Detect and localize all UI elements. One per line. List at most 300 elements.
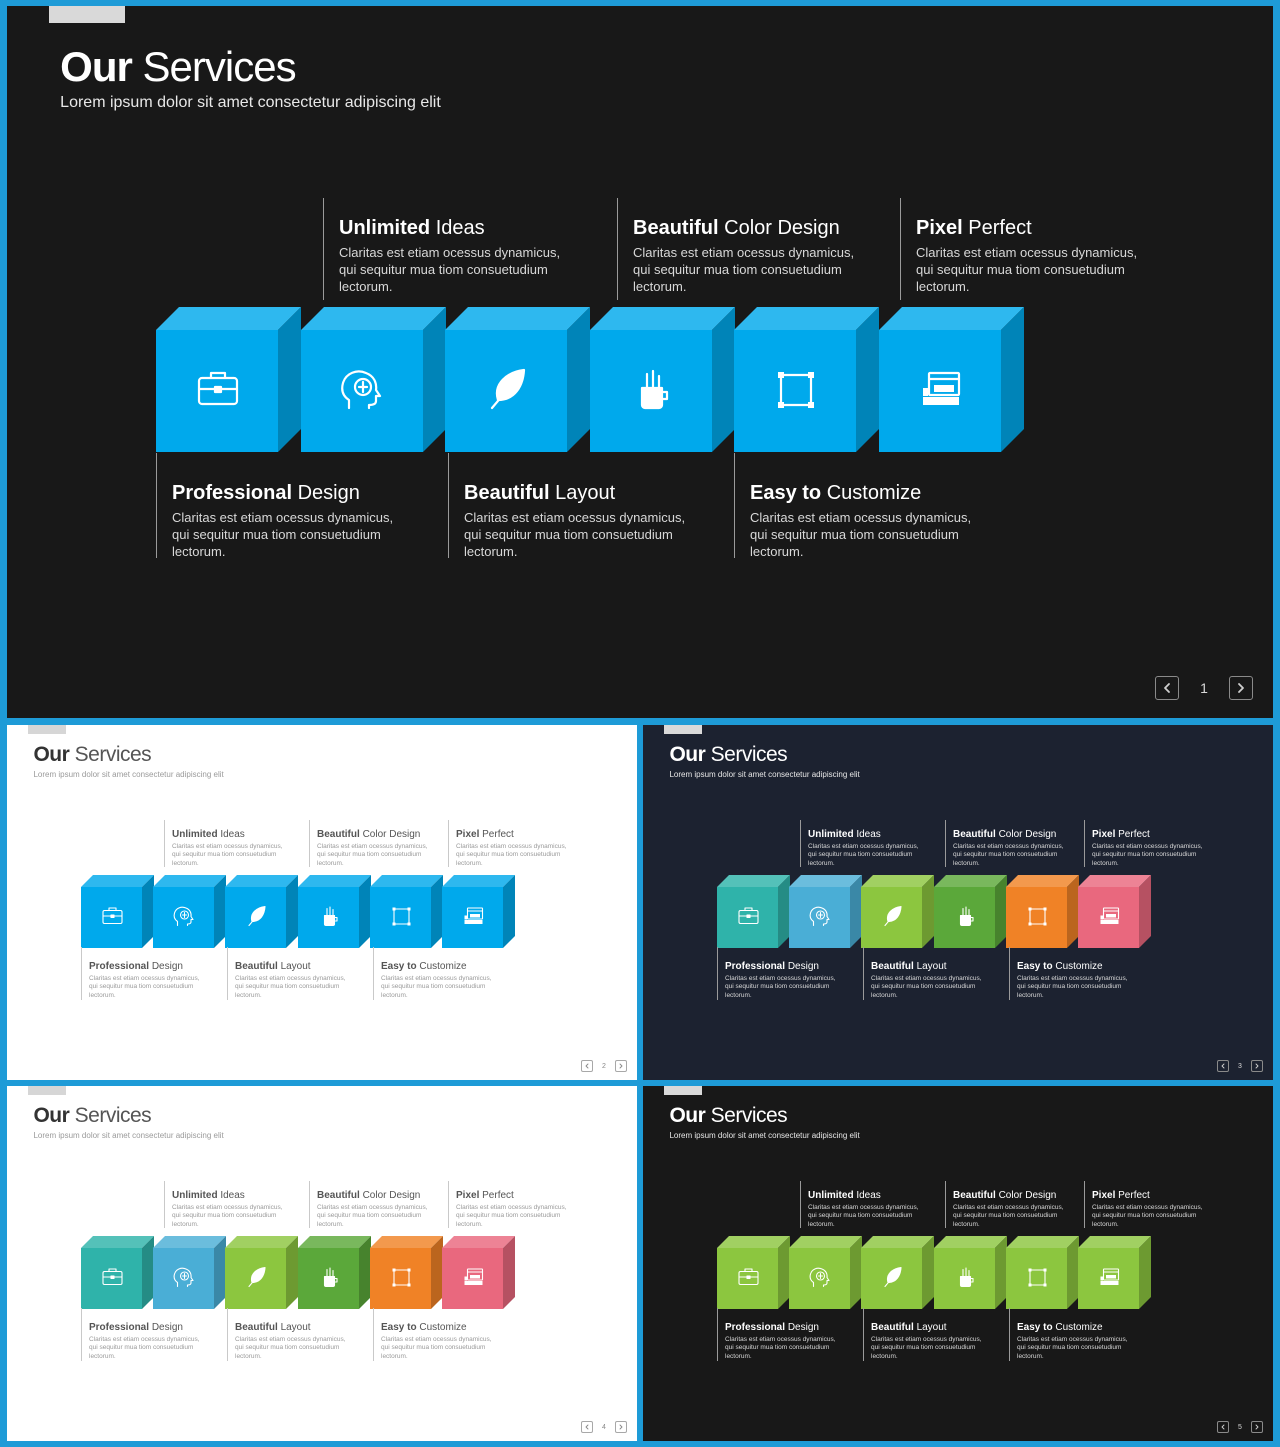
- next-slide-button[interactable]: [615, 1060, 627, 1072]
- cube-top-face: [298, 875, 371, 887]
- cube-top-face: [1078, 1236, 1151, 1248]
- service-title: [456, 829, 571, 841]
- service-cube-2: [153, 1236, 226, 1309]
- cube-side-face: [922, 1236, 934, 1309]
- service-cube-5: [1006, 875, 1079, 948]
- service-cube-2: [789, 875, 862, 948]
- service-title-bold: Beautiful: [953, 829, 996, 840]
- page-title: [33, 1104, 151, 1128]
- chevron-right-icon: [1253, 1423, 1261, 1431]
- service-callout-6: [734, 453, 980, 558]
- service-title-bold: Professional: [89, 961, 150, 972]
- chevron-right-icon: [617, 1423, 625, 1431]
- chevron-left-icon: [1219, 1423, 1227, 1431]
- page-title: [669, 1104, 787, 1128]
- service-cube-6: [879, 307, 1024, 452]
- service-description: Claritas est etiam ocessus dynamicus, qui sequitur mua tiom consuetudium lectorum.: [871, 1336, 982, 1360]
- title-rest: Services: [74, 1104, 152, 1128]
- service-description: Claritas est etiam ocessus dynamicus, qui sequitur mua tiom consuetudium lectorum.: [339, 245, 561, 294]
- chevron-left-icon: [583, 1423, 591, 1431]
- service-description: Claritas est etiam ocessus dynamicus, qui sequitur mua tiom consuetudium lectorum.: [456, 1204, 567, 1228]
- cube-side-face: [503, 1236, 515, 1309]
- service-description: Claritas est etiam ocessus dynamicus, qui sequitur mua tiom consuetudium lectorum.: [235, 1336, 346, 1360]
- service-title-rest: Design: [297, 482, 360, 504]
- cube-top-face: [1078, 875, 1151, 887]
- prev-slide-button[interactable]: [581, 1421, 593, 1433]
- service-callout-3: [448, 1181, 571, 1228]
- service-title-bold: Beautiful: [633, 217, 719, 239]
- slide-pager: [1217, 1060, 1263, 1072]
- service-callout-2: [617, 198, 863, 300]
- service-description: Claritas est etiam ocessus dynamicus, qui sequitur mua tiom consuetudium lectorum.: [464, 510, 686, 559]
- top-accent-bar: [28, 725, 66, 734]
- service-callout-6: [1009, 1308, 1132, 1361]
- top-accent-bar: [49, 6, 125, 23]
- next-slide-button[interactable]: [1251, 1060, 1263, 1072]
- service-title: [89, 1322, 204, 1334]
- cube-top-face: [717, 1236, 790, 1248]
- service-title-rest: Design: [151, 1322, 183, 1333]
- service-title-bold: Beautiful: [871, 961, 914, 972]
- cube-front-face: [370, 887, 431, 948]
- chevron-right-icon: [1233, 680, 1249, 696]
- service-title: [172, 1190, 287, 1202]
- page-number: 5: [1238, 1423, 1242, 1431]
- cube-top-face: [1006, 1236, 1079, 1248]
- service-title-bold: Easy to: [1017, 961, 1053, 972]
- cube-side-face: [1139, 1236, 1151, 1309]
- slide-pager: [581, 1060, 627, 1072]
- service-title-rest: Design: [787, 961, 819, 972]
- service-title-rest: Layout: [280, 1322, 311, 1333]
- page-title: [60, 43, 295, 91]
- service-description: Claritas est etiam ocessus dynamicus, qui sequitur mua tiom consuetudium lectorum.: [871, 975, 982, 999]
- service-description: Claritas est etiam ocessus dynamicus, qui sequitur mua tiom consuetudium lectorum.: [172, 510, 394, 559]
- top-accent-bar: [28, 1086, 66, 1095]
- cube-front-face: [370, 1248, 431, 1309]
- cube-top-face: [717, 875, 790, 887]
- cube-side-face: [431, 875, 443, 948]
- service-title: [317, 829, 432, 841]
- top-accent-bar: [664, 1086, 702, 1095]
- service-callout-1: [164, 1181, 287, 1228]
- service-callout-2: [309, 820, 432, 867]
- service-title: [1017, 1322, 1132, 1334]
- next-slide-button[interactable]: [1229, 676, 1253, 700]
- cube-top-face: [370, 875, 443, 887]
- cube-side-face: [423, 307, 446, 452]
- service-title-rest: Perfect: [968, 217, 1032, 239]
- service-title-bold: Easy to: [381, 961, 417, 972]
- cube-top-face: [370, 1236, 443, 1248]
- page-title: [669, 743, 787, 767]
- service-description: Claritas est etiam ocessus dynamicus, qui sequitur mua tiom consuetudium lectorum.: [808, 1204, 919, 1228]
- title-bold: Our: [60, 43, 132, 91]
- service-title: [750, 481, 980, 505]
- cube-side-face: [778, 1236, 790, 1309]
- service-title: [381, 1322, 496, 1334]
- cube-top-face: [789, 875, 862, 887]
- slide-4: [7, 1086, 637, 1441]
- service-title-rest: Customize: [419, 1322, 467, 1333]
- page-subtitle: Lorem ipsum dolor sit amet consectetur adipiscing elit: [669, 770, 860, 780]
- page-subtitle: Lorem ipsum dolor sit amet consectetur adipiscing elit: [669, 1131, 860, 1141]
- service-title-rest: Perfect: [482, 829, 514, 840]
- service-callout-5: [227, 947, 350, 1000]
- title-rest: Services: [710, 1104, 788, 1128]
- cube-side-face: [278, 307, 301, 452]
- prev-slide-button[interactable]: [1217, 1060, 1229, 1072]
- service-title: [1092, 829, 1207, 841]
- page-number: 4: [602, 1423, 606, 1431]
- cube-top-face: [153, 875, 226, 887]
- service-title: [916, 216, 1146, 240]
- service-title-bold: Beautiful: [871, 1322, 914, 1333]
- title-bold: Our: [33, 743, 70, 767]
- cube-front-face: [789, 887, 850, 948]
- service-title-rest: Color Design: [362, 1190, 421, 1201]
- service-cube-5: [370, 1236, 443, 1309]
- service-cube-1: [717, 875, 790, 948]
- page-subtitle: Lorem ipsum dolor sit amet consectetur adipiscing elit: [33, 1131, 224, 1141]
- service-callout-1: [164, 820, 287, 867]
- service-cube-3: [445, 307, 590, 452]
- service-title-bold: Beautiful: [317, 829, 360, 840]
- chevron-right-icon: [1253, 1062, 1261, 1070]
- service-description: Claritas est etiam ocessus dynamicus, qui sequitur mua tiom consuetudium lectorum.: [1092, 843, 1203, 867]
- cube-top-face: [734, 307, 879, 330]
- cube-side-face: [1001, 307, 1024, 452]
- next-slide-button[interactable]: [1251, 1421, 1263, 1433]
- service-title: [633, 216, 863, 240]
- prev-slide-button[interactable]: [1155, 676, 1179, 700]
- slide-pager: [1155, 676, 1253, 700]
- service-title-bold: Beautiful: [317, 1190, 360, 1201]
- service-cube-1: [156, 307, 301, 452]
- service-callout-1: [800, 1181, 923, 1228]
- service-title-rest: Ideas: [220, 829, 245, 840]
- service-title: [953, 829, 1068, 841]
- service-title-rest: Layout: [280, 961, 311, 972]
- cube-side-face: [850, 1236, 862, 1309]
- cube-top-face: [789, 1236, 862, 1248]
- cube-top-face: [81, 1236, 154, 1248]
- service-title-bold: Professional: [89, 1322, 150, 1333]
- service-title: [89, 961, 204, 973]
- service-description: Claritas est etiam ocessus dynamicus, qui sequitur mua tiom consuetudium lectorum.: [633, 245, 855, 294]
- slide-2: [7, 725, 637, 1080]
- service-callout-5: [448, 453, 694, 558]
- service-title-bold: Unlimited: [808, 829, 854, 840]
- service-cube-1: [81, 1236, 154, 1309]
- cube-top-face: [861, 875, 934, 887]
- title-bold: Our: [669, 1104, 706, 1128]
- service-title-rest: Customize: [1055, 961, 1103, 972]
- title-rest: Services: [142, 43, 296, 91]
- slide-pager: [581, 1421, 627, 1433]
- service-callout-2: [945, 820, 1068, 867]
- service-title: [172, 481, 402, 505]
- cube-top-face: [225, 875, 298, 887]
- service-description: Claritas est etiam ocessus dynamicus, qui sequitur mua tiom consuetudium lectorum.: [750, 510, 972, 559]
- cube-side-face: [286, 1236, 298, 1309]
- service-title-bold: Pixel: [1092, 829, 1116, 840]
- service-callout-2: [309, 1181, 432, 1228]
- service-cube-4: [590, 307, 735, 452]
- service-title-bold: Pixel: [1092, 1190, 1116, 1201]
- service-cube-4: [934, 875, 1007, 948]
- service-description: Claritas est etiam ocessus dynamicus, qui sequitur mua tiom consuetudium lectorum.: [725, 1336, 836, 1360]
- service-title: [339, 216, 569, 240]
- service-cube-5: [1006, 1236, 1079, 1309]
- service-callout-6: [373, 947, 496, 1000]
- service-title: [871, 961, 986, 973]
- service-title-bold: Unlimited: [339, 217, 431, 239]
- service-cube-6: [1078, 1236, 1151, 1309]
- top-accent-bar: [664, 725, 702, 734]
- service-title-rest: Design: [151, 961, 183, 972]
- service-cube-1: [81, 875, 154, 948]
- service-description: Claritas est etiam ocessus dynamicus, qui sequitur mua tiom consuetudium lectorum.: [317, 843, 428, 867]
- service-title: [1017, 961, 1132, 973]
- service-callout-6: [1009, 947, 1132, 1000]
- service-cube-3: [861, 1236, 934, 1309]
- service-title-rest: Ideas: [856, 829, 881, 840]
- chevron-left-icon: [1159, 680, 1175, 696]
- service-callout-5: [227, 1308, 350, 1361]
- service-callout-2: [945, 1181, 1068, 1228]
- cube-top-face: [298, 1236, 371, 1248]
- cube-side-face: [1067, 875, 1079, 948]
- service-title: [808, 829, 923, 841]
- cube-side-face: [778, 875, 790, 948]
- service-title: [172, 829, 287, 841]
- cube-side-face: [850, 875, 862, 948]
- title-bold: Our: [669, 743, 706, 767]
- service-callout-4: [717, 1308, 840, 1361]
- service-callout-4: [81, 947, 204, 1000]
- cube-side-face: [142, 875, 154, 948]
- service-description: Claritas est etiam ocessus dynamicus, qui sequitur mua tiom consuetudium lectorum.: [916, 245, 1138, 294]
- service-title-rest: Color Design: [998, 1190, 1057, 1201]
- service-callout-4: [81, 1308, 204, 1361]
- cube-front-face: [789, 1248, 850, 1309]
- service-cube-2: [153, 875, 226, 948]
- service-callout-3: [1084, 1181, 1207, 1228]
- cube-side-face: [1067, 1236, 1079, 1309]
- prev-slide-button[interactable]: [581, 1060, 593, 1072]
- service-title-rest: Ideas: [856, 1190, 881, 1201]
- service-cube-3: [225, 1236, 298, 1309]
- chevron-left-icon: [1219, 1062, 1227, 1070]
- service-cube-4: [934, 1236, 1007, 1309]
- service-description: Claritas est etiam ocessus dynamicus, qui sequitur mua tiom consuetudium lectorum.: [1092, 1204, 1203, 1228]
- service-title-rest: Perfect: [482, 1190, 514, 1201]
- title-bold: Our: [33, 1104, 70, 1128]
- service-title-bold: Beautiful: [953, 1190, 996, 1201]
- service-description: Claritas est etiam ocessus dynamicus, qui sequitur mua tiom consuetudium lectorum.: [381, 1336, 492, 1360]
- page-number: 3: [1238, 1062, 1242, 1070]
- service-title-bold: Professional: [725, 961, 786, 972]
- service-callout-5: [863, 947, 986, 1000]
- service-title-bold: Pixel: [456, 1190, 480, 1201]
- next-slide-button[interactable]: [615, 1421, 627, 1433]
- service-cube-2: [301, 307, 446, 452]
- service-title: [808, 1190, 923, 1202]
- service-cube-4: [298, 1236, 371, 1309]
- cube-side-face: [995, 1236, 1007, 1309]
- page-title: [33, 743, 151, 767]
- service-title-bold: Beautiful: [235, 961, 278, 972]
- cube-top-face: [445, 307, 590, 330]
- service-title-bold: Easy to: [381, 1322, 417, 1333]
- cube-side-face: [359, 1236, 371, 1309]
- cube-top-face: [301, 307, 446, 330]
- cube-front-face: [1006, 1248, 1067, 1309]
- slide-1: [7, 6, 1273, 718]
- cube-side-face: [712, 307, 735, 452]
- cube-side-face: [359, 875, 371, 948]
- cube-side-face: [142, 1236, 154, 1309]
- title-rest: Services: [74, 743, 152, 767]
- service-description: Claritas est etiam ocessus dynamicus, qui sequitur mua tiom consuetudium lectorum.: [317, 1204, 428, 1228]
- cube-top-face: [590, 307, 735, 330]
- service-cube-6: [1078, 875, 1151, 948]
- service-title-bold: Unlimited: [172, 829, 218, 840]
- service-title: [725, 961, 840, 973]
- service-callout-3: [448, 820, 571, 867]
- cube-top-face: [934, 1236, 1007, 1248]
- service-cube-3: [225, 875, 298, 948]
- cube-front-face: [153, 887, 214, 948]
- service-title-rest: Layout: [916, 1322, 947, 1333]
- service-title-rest: Customize: [826, 482, 922, 504]
- service-callout-1: [800, 820, 923, 867]
- service-title: [1092, 1190, 1207, 1202]
- cube-front-face: [734, 330, 856, 452]
- service-title-rest: Layout: [555, 482, 616, 504]
- slide-5: [643, 1086, 1273, 1441]
- cube-top-face: [879, 307, 1024, 330]
- service-title: [725, 1322, 840, 1334]
- service-title-bold: Beautiful: [464, 482, 550, 504]
- cube-top-face: [156, 307, 301, 330]
- service-description: Claritas est etiam ocessus dynamicus, qui sequitur mua tiom consuetudium lectorum.: [381, 975, 492, 999]
- service-callout-4: [156, 453, 402, 558]
- service-cube-5: [734, 307, 879, 452]
- service-description: Claritas est etiam ocessus dynamicus, qui sequitur mua tiom consuetudium lectorum.: [172, 1204, 283, 1228]
- service-title-bold: Professional: [725, 1322, 786, 1333]
- cube-side-face: [995, 875, 1007, 948]
- service-title: [953, 1190, 1068, 1202]
- service-title-rest: Color Design: [998, 829, 1057, 840]
- service-cube-6: [442, 1236, 515, 1309]
- service-title-rest: Layout: [916, 961, 947, 972]
- service-callout-3: [1084, 820, 1207, 867]
- cube-side-face: [503, 875, 515, 948]
- service-title-bold: Unlimited: [172, 1190, 218, 1201]
- service-title-bold: Pixel: [916, 217, 963, 239]
- cube-top-face: [442, 875, 515, 887]
- cube-top-face: [934, 875, 1007, 887]
- page-number: 1: [1200, 680, 1208, 696]
- slide-pager: [1217, 1421, 1263, 1433]
- service-title: [464, 481, 694, 505]
- service-title-bold: Beautiful: [235, 1322, 278, 1333]
- service-title: [235, 961, 350, 973]
- page-number: 2: [602, 1062, 606, 1070]
- cube-side-face: [1139, 875, 1151, 948]
- service-cube-6: [442, 875, 515, 948]
- service-callout-3: [900, 198, 1146, 300]
- service-title-rest: Customize: [419, 961, 467, 972]
- cube-side-face: [214, 875, 226, 948]
- service-callout-6: [373, 1308, 496, 1361]
- service-callout-5: [863, 1308, 986, 1361]
- service-title-rest: Customize: [1055, 1322, 1103, 1333]
- service-cube-5: [370, 875, 443, 948]
- page-subtitle: Lorem ipsum dolor sit amet consectetur adipiscing elit: [33, 770, 224, 780]
- service-callout-1: [323, 198, 569, 300]
- service-title-bold: Professional: [172, 482, 293, 504]
- service-title: [456, 1190, 571, 1202]
- cube-side-face: [214, 1236, 226, 1309]
- cube-side-face: [431, 1236, 443, 1309]
- cube-front-face: [1006, 887, 1067, 948]
- cube-front-face: [153, 1248, 214, 1309]
- service-title: [871, 1322, 986, 1334]
- service-title-bold: Easy to: [1017, 1322, 1053, 1333]
- cube-top-face: [81, 875, 154, 887]
- service-title-rest: Color Design: [362, 829, 421, 840]
- cube-top-face: [861, 1236, 934, 1248]
- service-title-rest: Ideas: [435, 217, 485, 239]
- service-title: [317, 1190, 432, 1202]
- chevron-left-icon: [583, 1062, 591, 1070]
- service-callout-4: [717, 947, 840, 1000]
- slide-3: [643, 725, 1273, 1080]
- service-description: Claritas est etiam ocessus dynamicus, qui sequitur mua tiom consuetudium lectorum.: [1017, 975, 1128, 999]
- page-subtitle: Lorem ipsum dolor sit amet consectetur adipiscing elit: [60, 94, 441, 112]
- cube-side-face: [567, 307, 590, 452]
- service-title-rest: Perfect: [1118, 1190, 1150, 1201]
- cube-top-face: [442, 1236, 515, 1248]
- service-description: Claritas est etiam ocessus dynamicus, qui sequitur mua tiom consuetudium lectorum.: [456, 843, 567, 867]
- cube-side-face: [856, 307, 879, 452]
- service-cube-2: [789, 1236, 862, 1309]
- service-description: Claritas est etiam ocessus dynamicus, qui sequitur mua tiom consuetudium lectorum.: [172, 843, 283, 867]
- cube-top-face: [1006, 875, 1079, 887]
- service-title-bold: Pixel: [456, 829, 480, 840]
- service-description: Claritas est etiam ocessus dynamicus, qui sequitur mua tiom consuetudium lectorum.: [808, 843, 919, 867]
- service-cube-1: [717, 1236, 790, 1309]
- service-title-bold: Easy to: [750, 482, 822, 504]
- service-cube-4: [298, 875, 371, 948]
- service-title-rest: Ideas: [220, 1190, 245, 1201]
- cube-top-face: [225, 1236, 298, 1248]
- service-description: Claritas est etiam ocessus dynamicus, qui sequitur mua tiom consuetudium lectorum.: [725, 975, 836, 999]
- prev-slide-button[interactable]: [1217, 1421, 1229, 1433]
- service-title: [381, 961, 496, 973]
- cube-side-face: [286, 875, 298, 948]
- service-title: [235, 1322, 350, 1334]
- service-title-rest: Color Design: [724, 217, 840, 239]
- service-description: Claritas est etiam ocessus dynamicus, qui sequitur mua tiom consuetudium lectorum.: [953, 843, 1064, 867]
- service-description: Claritas est etiam ocessus dynamicus, qui sequitur mua tiom consuetudium lectorum.: [89, 975, 200, 999]
- cube-top-face: [153, 1236, 226, 1248]
- service-description: Claritas est etiam ocessus dynamicus, qui sequitur mua tiom consuetudium lectorum.: [89, 1336, 200, 1360]
- chevron-right-icon: [617, 1062, 625, 1070]
